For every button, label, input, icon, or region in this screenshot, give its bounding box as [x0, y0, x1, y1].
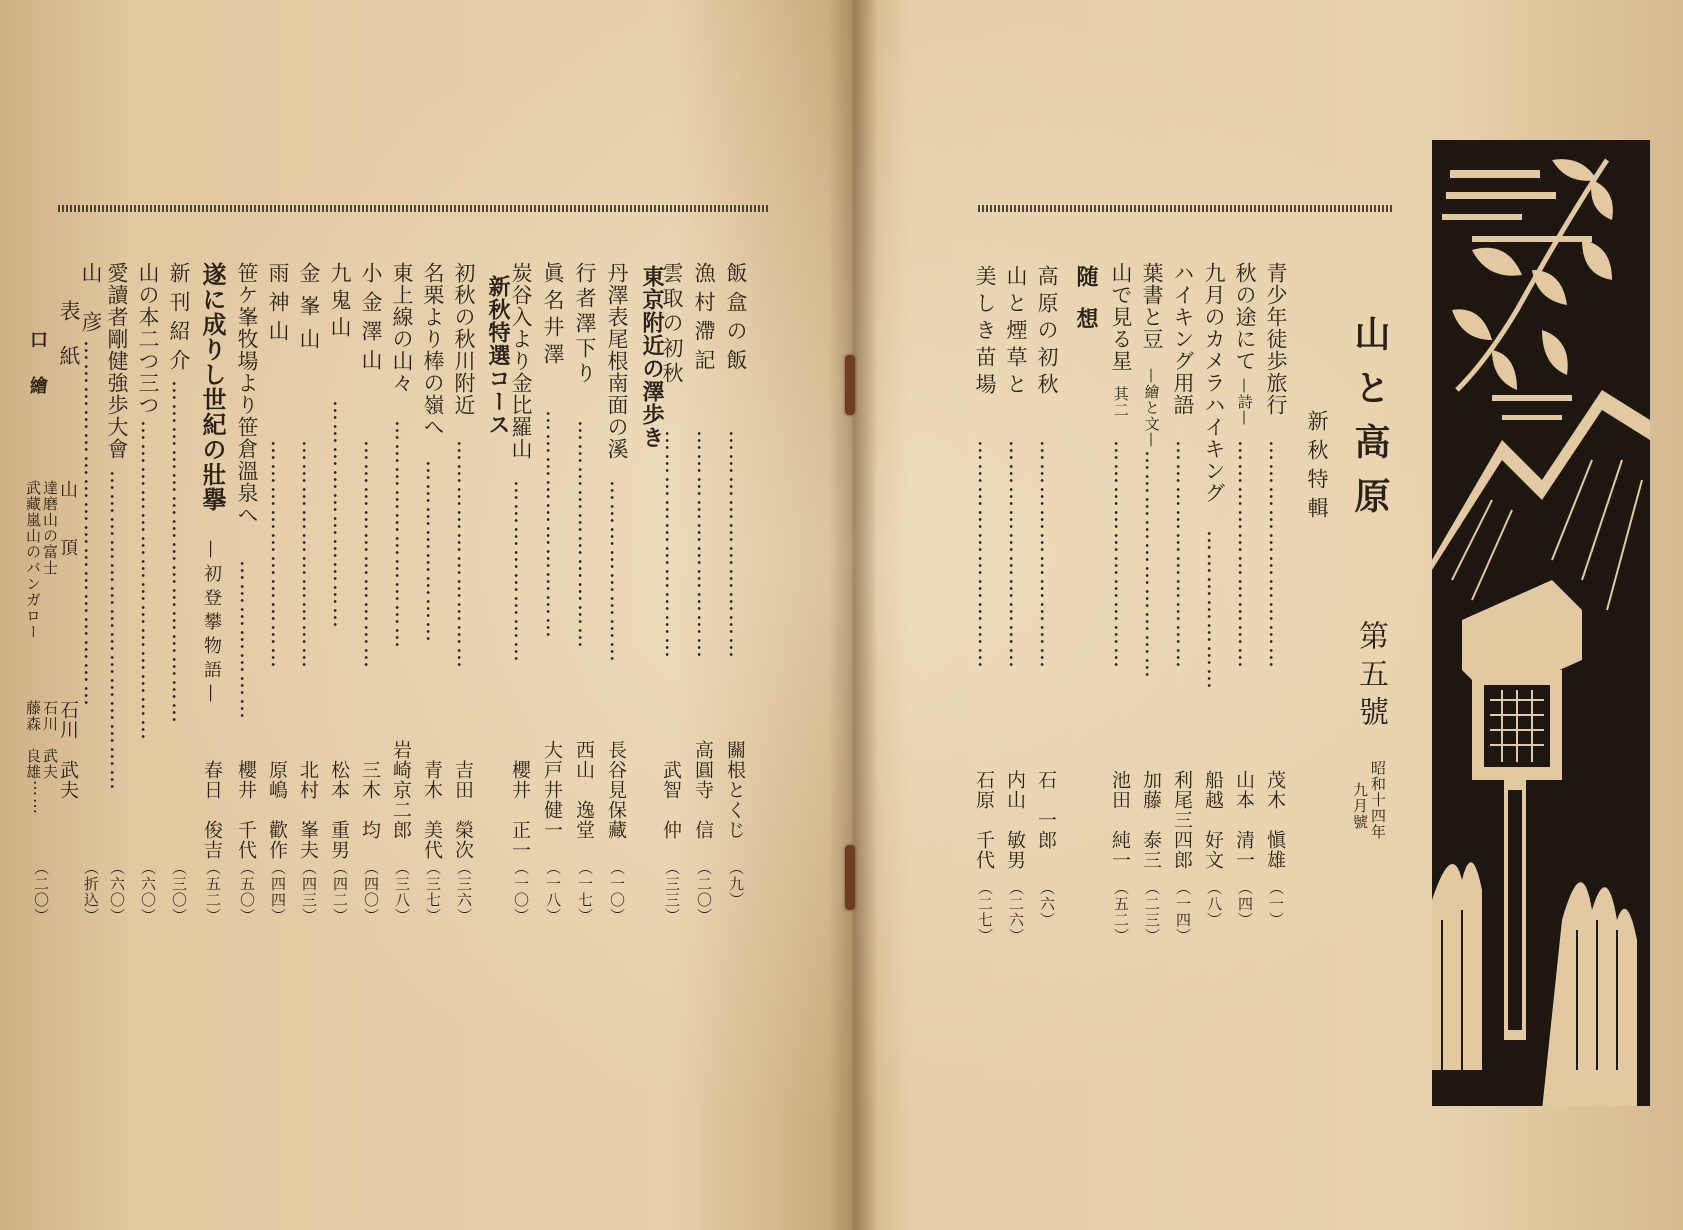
zuiso-page-3: （二七） [976, 880, 994, 944]
special-page-3: （八） [1205, 880, 1223, 928]
special-author-1: 茂木 愼雄 [1264, 770, 1286, 870]
leader-dots: ………………………… [1172, 440, 1196, 670]
zuiso-author-2: 内山 敏男 [1004, 770, 1026, 870]
tokyo-page-2: （一七） [576, 860, 594, 924]
leader-dots: ………………………… [974, 440, 998, 670]
zuiso-page-2: （二六） [1007, 880, 1025, 944]
kuchie-label: 口繪 [27, 330, 48, 422]
leader-dots: ………………………… [267, 440, 291, 670]
misc-title-3: 愛讀者剛健強歩大會 [105, 262, 129, 460]
cover-title: 山頂 [57, 480, 78, 596]
tokyo-author-4: 櫻井 正一 [509, 760, 531, 860]
cover-label: 表紙 [57, 300, 81, 390]
special-page-4: （一四） [1174, 880, 1192, 944]
special-note-6: 其二 [1111, 386, 1130, 418]
dotted-rule-left [58, 205, 768, 212]
course-title-5: 九鬼山 [328, 262, 352, 343]
course-author-4: 三木 均 [359, 760, 381, 840]
leader-dots: ………………… [1203, 530, 1227, 691]
leader-dots: ……………………………………… [168, 380, 192, 725]
tokyo-page-1: （一〇） [608, 860, 626, 924]
course-title-3: 東上線の山々 [390, 262, 414, 394]
leader-dots: ………………………… [298, 440, 322, 670]
special-page-6: （五二） [1112, 880, 1130, 944]
magazine-title: 山と高原 [1349, 315, 1391, 531]
course-page-6: （四三） [300, 860, 318, 924]
issue-date-2: 九月號 [1351, 782, 1369, 830]
course-page-1: （三六） [455, 860, 473, 924]
tokyo-author-3: 大戸井健一 [541, 740, 563, 840]
course-title-4: 小金澤山 [359, 262, 383, 378]
course-page-7: （四四） [269, 860, 287, 924]
tokyo-page-3: （一八） [544, 860, 562, 924]
leader-dots: ………………………… [725, 430, 749, 660]
issue-number: 第五號 [1353, 620, 1388, 734]
cover-author: 石川 武夫 [57, 700, 79, 800]
leader-dots: ………………………………………… [80, 340, 104, 708]
course-page-3: （三八） [393, 860, 411, 924]
leader-dots: ………………………… [1265, 440, 1289, 670]
course-title-9: 笹ケ峯牧場より笹倉溫泉へ [235, 262, 259, 526]
special-title-2: 秋の途にて [1233, 262, 1257, 372]
special-author-3: 船越 好文 [1202, 770, 1224, 870]
special-page-1: （一） [1267, 880, 1285, 928]
staple-bottom [845, 845, 855, 910]
zuiso-heading: 随想 [1073, 265, 1098, 349]
left-title-3: 雲取の初秋 [660, 262, 684, 387]
course-author-7: 原嶋 歡作 [266, 760, 288, 860]
feature-subtitle: —初登攀物語— [201, 540, 222, 708]
left-author-1: 關根とくじ [724, 740, 746, 840]
course-author-3: 岩崎京二郎 [390, 740, 412, 840]
leader-dots: ………………………… [542, 410, 566, 640]
kuchie-item-1: 達磨山の富士 [41, 480, 59, 576]
kuchie-item-2: 武藏嵐山のバンガロー [24, 480, 42, 640]
special-page-2: （四） [1236, 880, 1254, 928]
special-title-1: 青少年徒歩旅行 [1264, 262, 1288, 416]
zuiso-title-3: 美しき苗場 [973, 265, 997, 400]
left-title-1: 飯盒の飯 [724, 262, 748, 378]
woodcut-illustration [1432, 140, 1650, 1106]
left-author-2: 高圓寺 信 [692, 740, 714, 840]
special-page-5: （二三） [1143, 880, 1161, 944]
course-page-5: （四二） [331, 860, 349, 924]
leader-dots: ………………………… [1036, 440, 1060, 670]
tokyo-title-1: 丹澤表尾根南面の溪 [605, 262, 629, 460]
feature-title: 遂に成りし世紀の壯擧 [198, 262, 226, 512]
course-author-2: 青木 美代 [421, 760, 443, 860]
misc-page-3: （六〇） [108, 860, 126, 924]
course-author-9: 櫻井 千代 [235, 760, 257, 860]
special-author-4: 利尾三四郎 [1171, 770, 1193, 870]
course-author-1: 吉田 榮次 [452, 760, 474, 860]
tokyo-author-2: 西山 逸堂 [573, 740, 595, 840]
staple-top [845, 355, 855, 415]
left-page-1: （九） [727, 860, 745, 908]
feature-page: （五二） [204, 860, 222, 924]
issue-date-1: 昭和十四年 [1369, 760, 1387, 840]
special-title-5: 葉書と豆 [1140, 262, 1164, 350]
special-title-4: ハイキング用語 [1171, 262, 1195, 416]
zuiso-author-1: 石 一郎 [1035, 770, 1057, 850]
special-heading: 新秋特輯 [1305, 410, 1329, 526]
leader-dots: ………………………… [1141, 450, 1165, 680]
leader-dots: ………………… [236, 560, 260, 721]
leader-dots: ………………………… [693, 430, 717, 660]
feature-author: 春日 俊吉 [201, 760, 223, 860]
leader-dots: …………………… [510, 480, 534, 664]
leader-dots: ………………………… [391, 420, 415, 650]
misc-title-1: 新刊紹介 [167, 262, 191, 378]
misc-page-1: （三〇） [170, 860, 188, 924]
course-title-2: 名栗より棒の嶺へ [421, 262, 445, 438]
left-page-2: （二〇） [695, 860, 713, 924]
special-author-6: 池田 純一 [1109, 770, 1131, 870]
leader-dots: ………………………… [360, 440, 384, 670]
leader-dots: ………………………… [1234, 440, 1258, 670]
misc-title-2: 山の本二つ三つ [136, 262, 160, 416]
left-title-2: 漁村滯記 [692, 262, 716, 378]
tokyo-heading: 東京附近の澤歩き [639, 265, 664, 449]
special-author-5: 加藤 泰三 [1140, 770, 1162, 870]
special-title-6: 山で見る星 [1109, 262, 1133, 372]
special-title-3: 九月のカメラハイキング [1202, 262, 1226, 504]
course-page-9: （五〇） [238, 860, 256, 924]
misc-title-4: 山彦 [79, 262, 103, 360]
left-author-3: 武智 仲 [660, 760, 682, 840]
leader-dots: ………………………… [329, 400, 353, 630]
course-author-5: 松本 重男 [328, 760, 350, 860]
left-page-3: （三三） [663, 860, 681, 924]
course-page-4: （四〇） [362, 860, 380, 924]
leader-dots: …… [30, 780, 49, 816]
misc-page-4: （折込） [82, 860, 100, 924]
special-author-2: 山本 清一 [1233, 770, 1255, 870]
kuchie-author-1: 石川 武夫 [41, 700, 59, 780]
zuiso-page-1: （六） [1038, 880, 1056, 928]
leader-dots: ………………………… [661, 430, 685, 660]
zuiso-author-3: 石原 千代 [973, 770, 995, 870]
kuchie-author-2: 藤森 良雄 [24, 700, 42, 780]
leader-dots: …………………… [606, 480, 630, 664]
tokyo-title-4: 炭谷入より金比羅山 [509, 262, 533, 460]
spine-fold [828, 0, 878, 1230]
tokyo-author-1: 長谷見保藏 [605, 740, 627, 840]
course-title-7: 雨神山 [266, 262, 290, 349]
tokyo-page-4: （一〇） [512, 860, 530, 924]
leader-dots: ………………………… [1110, 440, 1134, 670]
leader-dots: …………………………………… [137, 420, 161, 742]
leader-dots: …………………… [422, 460, 446, 644]
course-heading: 新秋特選コース [485, 275, 510, 436]
course-title-1: 初秋の秋川附近 [452, 262, 476, 416]
course-page-2: （三七） [424, 860, 442, 924]
tokyo-title-2: 行者澤下り [573, 262, 597, 387]
artist-mark: HK [1600, 1084, 1619, 1099]
special-note-2: —詩— [1235, 378, 1254, 426]
course-title-6: 金峯山 [297, 262, 321, 361]
leader-dots: ………………………… [453, 440, 477, 670]
dotted-rule-right [978, 205, 1393, 212]
zuiso-title-2: 山と煙草と [1004, 265, 1028, 400]
special-note-5: —繪と文— [1142, 368, 1161, 448]
course-author-6: 北村 峯夫 [297, 760, 319, 860]
zuiso-title-1: 高原の初秋 [1035, 265, 1059, 400]
misc-page-2: （六〇） [139, 860, 157, 924]
leader-dots: ………………………… [574, 420, 598, 650]
leader-dots: ………………………… [1005, 440, 1029, 670]
kuchie-page: （二〇） [32, 860, 50, 924]
tokyo-title-3: 眞名井澤 [541, 262, 565, 370]
leader-dots: …………………………………… [106, 470, 130, 792]
